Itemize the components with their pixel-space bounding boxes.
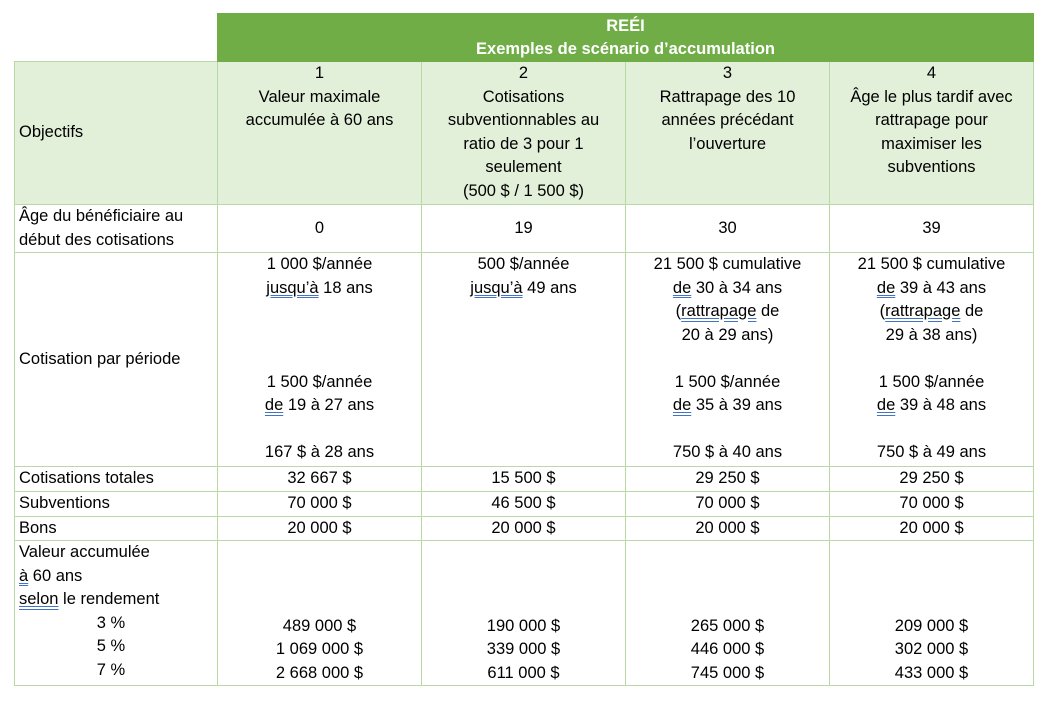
table-cell: 70 000 $ — [626, 492, 830, 517]
rate-3: 3 % — [96, 613, 126, 632]
rate-7: 7 % — [96, 660, 126, 679]
scenario-1-valeurs: 489 000 $ 1 069 000 $ 2 668 000 $ — [218, 541, 422, 686]
scenario-2-valeurs: 190 000 $ 339 000 $ 611 000 $ — [422, 541, 626, 686]
scenario-2-contribution: 500 $/année jusqu’à 49 ans — [422, 253, 626, 467]
table-cell: 46 500 $ — [422, 492, 626, 517]
objectives-row — [15, 62, 1034, 205]
rate-5: 5 % — [96, 637, 126, 655]
scenario-number: 3 — [722, 64, 733, 82]
contribution-row — [15, 253, 1034, 467]
scenario-4-objective: 4 Âge le plus tardif avec rattrapage pour maximiser les subventions — [830, 62, 1034, 205]
scenario-number: 2 — [518, 64, 529, 82]
table-cell: 20 000 $ — [218, 516, 422, 541]
valeur-row — [15, 541, 1034, 686]
table-cell: 30 — [626, 205, 830, 253]
table-cell: 20 000 $ — [626, 516, 830, 541]
table-header-row — [15, 14, 1034, 62]
bons-row — [15, 516, 1034, 541]
table-cell: 19 — [422, 205, 626, 253]
subtitle: Exemples de scénario d’accumulation — [476, 39, 775, 58]
scenario-number: 4 — [926, 64, 937, 82]
rdsp-scenario-table — [14, 13, 1034, 686]
scenario-3-valeurs: 265 000 $ 446 000 $ 745 000 $ — [626, 541, 830, 686]
scenario-1-contribution: 1 000 $/année jusqu’à 18 ans 1 500 $/année de 19 à 27 ans 167 $ à 28 ans — [218, 253, 422, 467]
table-title — [218, 14, 1034, 62]
age-row — [15, 205, 1034, 253]
scenario-3-objective: 3 Rattrapage des 10 années précédant l’ouverture — [626, 62, 830, 205]
table-cell: 29 250 $ — [830, 467, 1034, 492]
table-cell: 32 667 $ — [218, 467, 422, 492]
table-cell: 70 000 $ — [218, 492, 422, 517]
table-cell: 20 000 $ — [830, 516, 1034, 541]
title: REÉI — [606, 16, 645, 35]
table-cell: 29 250 $ — [626, 467, 830, 492]
scenario-4-valeurs: 209 000 $ 302 000 $ 433 000 $ — [830, 541, 1034, 686]
scenario-1-objective: 1 Valeur maximale accumulée à 60 ans — [218, 62, 422, 205]
scenario-4-contribution: 21 500 $ cumulative de 39 à 43 ans (rattrapage de 29 à 38 ans) 1 500 $/année de 39 à 48 ans 750 $ à 49 ans — [830, 253, 1034, 467]
row-label-bons: Bons — [15, 516, 218, 541]
table-cell: 0 — [218, 205, 422, 253]
row-label-totales: Cotisations totales — [15, 467, 218, 492]
row-label-objectifs: Objectifs — [15, 62, 218, 205]
row-label-valeur: Valeur accumulée à 60 ans selon le rendement 3 % 5 % 7 % — [15, 541, 218, 686]
subventions-row — [15, 492, 1034, 517]
table-cell: 15 500 $ — [422, 467, 626, 492]
row-label-subventions: Subventions — [15, 492, 218, 517]
totales-row — [15, 467, 1034, 492]
table-cell: 20 000 $ — [422, 516, 626, 541]
table-cell: 39 — [830, 205, 1034, 253]
scenario-3-contribution: 21 500 $ cumulative de 30 à 34 ans (rattrapage de 20 à 29 ans) 1 500 $/année de 35 à 39 ans 750 $ à 40 ans — [626, 253, 830, 467]
scenario-number: 1 — [314, 64, 325, 82]
row-label-cotisation: Cotisation par période — [15, 253, 218, 467]
scenario-2-objective: 2 Cotisations subventionnables au ratio de 3 pour 1 seulement (500 $ / 1 500 $) — [422, 62, 626, 205]
row-label-age: Âge du bénéficiaire au début des cotisations — [15, 205, 218, 253]
table-cell: 70 000 $ — [830, 492, 1034, 517]
